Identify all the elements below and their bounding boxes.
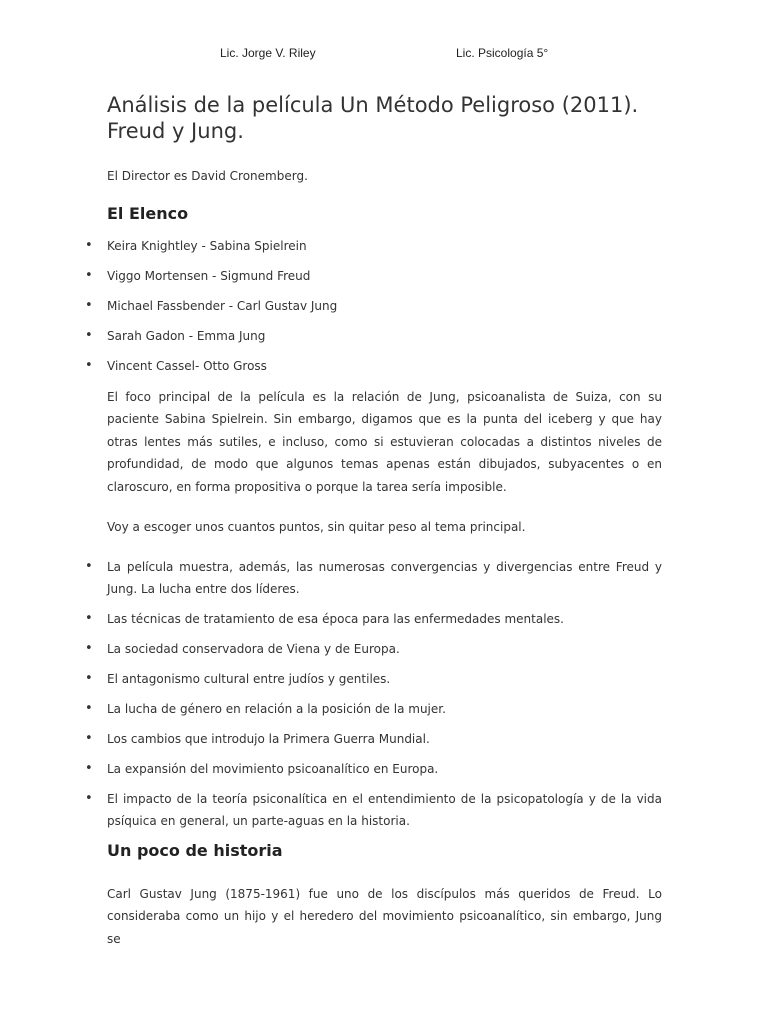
cast-list (107, 235, 662, 385)
history-heading: Un poco de historia (107, 841, 283, 860)
list-item: • Keira Knightley - Sabina Spielrein (107, 235, 662, 257)
focus-paragraph: El foco principal de la película es la relación de Jung, psicoanalista de Suiza, con su paciente Sabina Spielrein. Sin embargo, digamos que es la punta del iceberg y que hay otras lentes más sutiles, e incluso, como si estuvieran colocadas a distintos niveles de profundidad, de modo que algunos temas apenas están dibujados, subyacentes o en claroscuro, en forma propositiva o porque la tarea sería imposible. (107, 390, 662, 494)
list-item: • La película muestra, además, las numerosas convergencias y divergencias entre Freud y Jung. La lucha entre dos líderes. (107, 556, 662, 600)
intro-line: El Director es David Cronemberg. (107, 169, 308, 183)
list-item: • Los cambios que introdujo la Primera Guerra Mundial. (107, 728, 662, 750)
list-item: • Sarah Gadon - Emma Jung (107, 325, 662, 347)
header-author: Lic. Jorge V. Riley (220, 46, 316, 60)
list-item: • Las técnicas de tratamiento de esa época para las enfermedades mentales. (107, 608, 662, 630)
list-item: • Vincent Cassel- Otto Gross (107, 355, 662, 377)
history-paragraph: Carl Gustav Jung (1875-1961) fue uno de los discípulos más queridos de Freud. Lo consideraba como un hijo y el heredero del movimiento psicoanalítico, sin embargo, Jung se (107, 887, 662, 946)
list-item: • Michael Fassbender - Carl Gustav Jung (107, 295, 662, 317)
list-item: • El impacto de la teoría psiconalítica en el entendimiento de la psicopatología y de la vida psíquica en general, un parte-aguas en la historia. (107, 788, 662, 832)
list-item: • La expansión del movimiento psicoanalítico en Europa. (107, 758, 662, 780)
list-item: • La lucha de género en relación a la posición de la mujer. (107, 698, 662, 720)
cast-heading: El Elenco (107, 204, 189, 223)
points-intro: Voy a escoger unos cuantos puntos, sin quitar peso al tema principal. (107, 520, 526, 534)
document-title: Análisis de la película Un Método Peligroso (2011). Freud y Jung. (107, 93, 639, 143)
list-item: • La sociedad conservadora de Viena y de Europa. (107, 638, 662, 660)
page-header (0, 46, 768, 66)
header-course: Lic. Psicología 5° (456, 46, 549, 60)
topics-list (107, 556, 662, 840)
list-item: • El antagonismo cultural entre judíos y gentiles. (107, 668, 662, 690)
list-item: • Viggo Mortensen - Sigmund Freud (107, 265, 662, 287)
